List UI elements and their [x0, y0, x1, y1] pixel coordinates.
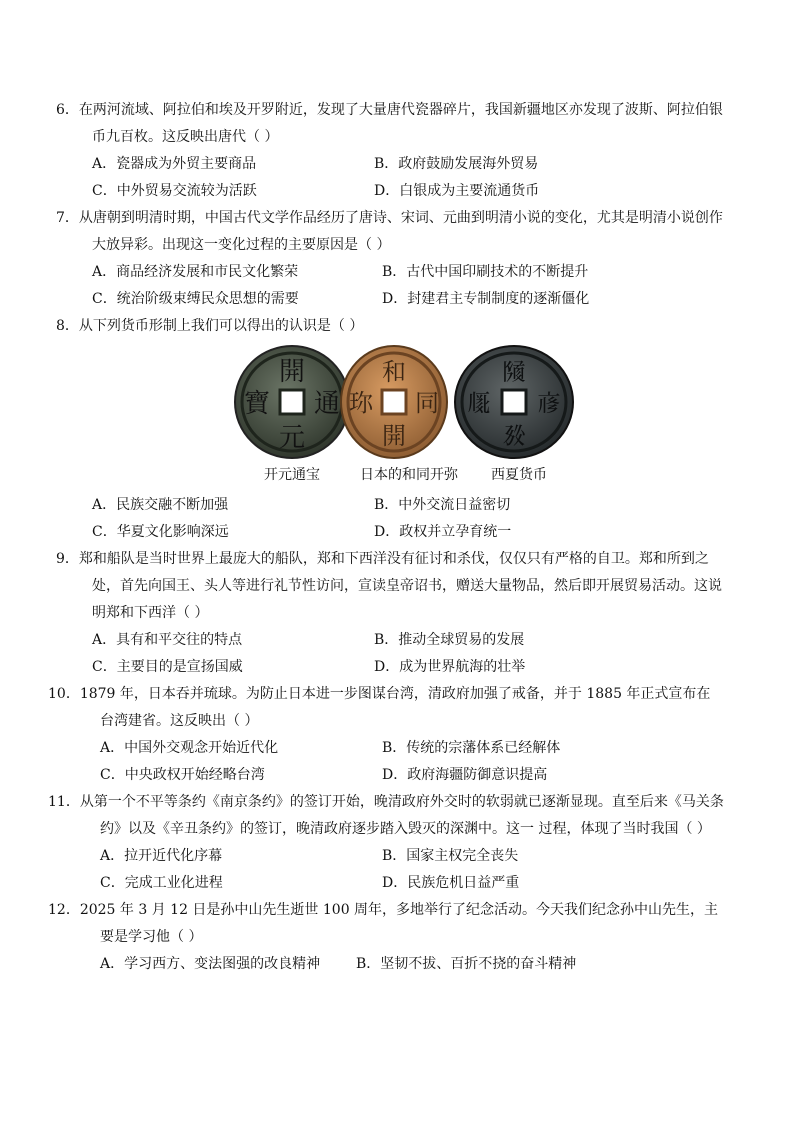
question-6-stem	[56, 97, 724, 151]
coin-char: 同	[415, 389, 439, 417]
options	[74, 843, 724, 897]
question-7	[56, 205, 724, 313]
option-a[interactable]: A．中国外交观念开始近代化	[100, 740, 279, 756]
stem-text: 1879 年，日本吞并琉球。为防止日本进一步图谋台湾，清政府加强了戒备，并于 1885 年正式宣布在台湾建省。这反映出（ ）	[79, 686, 711, 729]
option-a[interactable]: A．民族交融不断加强	[92, 497, 229, 513]
option-b[interactable]: B．政府鼓励发展海外贸易	[374, 156, 539, 172]
option-d[interactable]: D．政权并立孕育统一	[374, 524, 512, 540]
option-b[interactable]: B．古代中国印刷技术的不断提升	[382, 264, 589, 280]
coin-char: 珎	[349, 389, 373, 417]
option-b[interactable]: B．坚韧不拔、百折不挠的奋斗精神	[356, 956, 577, 972]
question-6	[56, 97, 724, 205]
coin-char: 𗂧	[502, 358, 526, 386]
option-c[interactable]: C．统治阶级束缚民众思想的需要	[92, 291, 299, 307]
coin-char: 𗅲	[467, 389, 491, 417]
option-a[interactable]: A．拉开近代化序幕	[100, 848, 223, 864]
stem-text: 郑和船队是当时世界上最庞大的船队，郑和下西洋没有征讨和杀伐，仅仅只有严格的自卫。郑和所到之处，首先向国王、头人等进行礼节性访问，宣读皇帝诏书，赠送大量物品，然后即开展贸易活动。这说明郑和下西洋（ ）	[78, 551, 722, 621]
kaiyuan-coin-image	[232, 344, 352, 460]
coin-captions	[74, 462, 724, 492]
xixia-coin-image	[452, 344, 576, 460]
question-8	[56, 313, 724, 546]
coin-char: 通	[313, 389, 341, 419]
question-7-stem	[56, 205, 724, 259]
question-8-stem	[56, 313, 724, 340]
option-d[interactable]: D．民族危机日益严重	[382, 875, 520, 891]
option-b[interactable]: B．推动全球贸易的发展	[374, 632, 525, 648]
question-11	[48, 789, 724, 897]
wadokaichin-coin-image	[338, 344, 450, 460]
coin-char: 寶	[243, 389, 271, 419]
options	[74, 151, 724, 205]
option-b[interactable]: B．传统的宗藩体系已经解体	[382, 740, 561, 756]
coin-char: 和	[382, 358, 406, 386]
option-a[interactable]: A．学习西方、变法图强的改良精神	[100, 956, 321, 972]
question-number: 7．	[56, 210, 79, 226]
option-a[interactable]: A．商品经济发展和市民文化繁荣	[92, 264, 299, 280]
coin-char: 開	[278, 357, 306, 387]
option-a[interactable]: A．具有和平交往的特点	[92, 632, 243, 648]
option-c[interactable]: C．中外贸易交流较为活跃	[92, 183, 257, 199]
options	[74, 259, 724, 313]
question-11-stem	[48, 789, 724, 843]
coin-caption: 开元通宝	[264, 467, 320, 483]
stem-text: 从第一个不平等条约《南京条约》的签订开始，晚清政府外交时的软弱就已逐渐显现。直至后来《马关条约》以及《辛丑条约》的签订，晚清政府逐步踏入毁灭的深渊中。这一 过程，体现了当时我国（ ）	[79, 794, 724, 837]
option-d[interactable]: D．白银成为主要流通货币	[374, 183, 540, 199]
question-number: 6．	[56, 102, 79, 118]
coin-char: 𗉔	[502, 422, 526, 450]
option-d[interactable]: D．成为世界航海的壮举	[374, 659, 526, 675]
question-12	[48, 897, 724, 978]
question-9-stem	[56, 546, 724, 627]
option-c[interactable]: C．华夏文化影响深远	[92, 524, 229, 540]
stem-text: 2025 年 3 月 12 日是孙中山先生逝世 100 周年，多地举行了纪念活动。今天我们纪念孙中山先生，主要是学习他（ ）	[79, 902, 719, 945]
stem-text: 从下列货币形制上我们可以得出的认识是（ ）	[78, 318, 364, 334]
coin-char: 元	[278, 423, 306, 453]
coin-caption: 西夏货币	[491, 467, 547, 483]
option-d[interactable]: D．政府海疆防御意识提高	[382, 767, 548, 783]
questions-container	[48, 97, 724, 978]
option-d[interactable]: D．封建君主专制制度的逐渐僵化	[382, 291, 590, 307]
question-number: 12．	[48, 902, 80, 918]
question-number: 8．	[56, 318, 79, 334]
option-c[interactable]: C．主要目的是宣扬国威	[92, 659, 243, 675]
stem-text: 在两河流域、阿拉伯和埃及开罗附近，发现了大量唐代瓷器碎片，我国新疆地区亦发现了波斯、阿拉伯银币九百枚。这反映出唐代（ ）	[78, 102, 723, 145]
options	[74, 627, 724, 681]
question-10	[48, 681, 724, 789]
coin-caption: 日本的和同开弥	[360, 467, 458, 483]
coin-char: 𗇋	[537, 389, 561, 417]
coin-char: 開	[382, 422, 406, 450]
option-b[interactable]: B．中外交流日益密切	[374, 497, 511, 513]
options	[74, 735, 724, 789]
question-10-stem	[48, 681, 724, 735]
question-number: 9．	[56, 551, 79, 567]
option-c[interactable]: C．中央政权开始经略台湾	[100, 767, 265, 783]
option-a[interactable]: A．瓷器成为外贸主要商品	[92, 156, 257, 172]
options	[74, 951, 724, 978]
question-number: 11．	[48, 794, 80, 810]
question-9	[56, 546, 724, 681]
stem-text: 从唐朝到明清时期，中国古代文学作品经历了唐诗、宋词、元曲到明清小说的变化，尤其是明清小说创作大放异彩。出现这一变化过程的主要原因是（ ）	[78, 210, 723, 253]
coin-images	[74, 342, 724, 462]
question-number: 10．	[48, 686, 80, 702]
option-b[interactable]: B．国家主权完全丧失	[382, 848, 519, 864]
options	[74, 492, 724, 546]
option-c[interactable]: C．完成工业化进程	[100, 875, 223, 891]
question-12-stem	[48, 897, 724, 951]
